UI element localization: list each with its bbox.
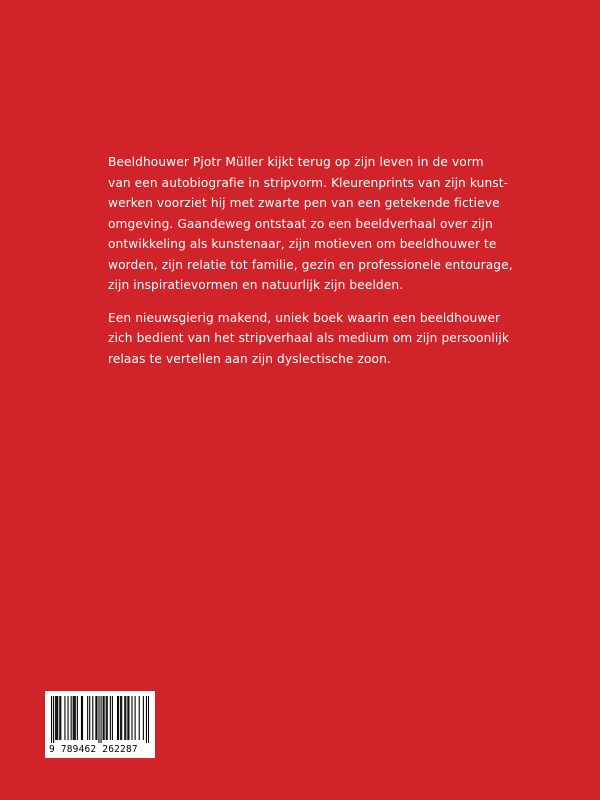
- barcode-bar: [127, 696, 128, 740]
- barcode-bar: [146, 696, 147, 743]
- barcode-bar: [87, 696, 88, 740]
- barcode-bar: [124, 696, 125, 740]
- barcode-bar: [73, 696, 74, 740]
- barcode-bar: [121, 696, 122, 740]
- barcode-bar: [89, 696, 90, 740]
- barcode-bars: [51, 696, 149, 743]
- barcode-bar: [110, 696, 111, 740]
- blurb-paragraph-2: [108, 308, 528, 370]
- barcode-bar: [82, 696, 83, 740]
- barcode-bar: [75, 696, 76, 740]
- barcode-bar: [68, 696, 69, 740]
- barcode-bar: [59, 696, 60, 740]
- barcode-bar: [104, 696, 105, 740]
- barcode-bar: [148, 696, 149, 743]
- barcode-bar: [53, 696, 54, 743]
- barcode-bar: [131, 696, 132, 740]
- isbn-number: 9 789462 262287: [49, 744, 138, 755]
- barcode-bar: [143, 696, 144, 740]
- barcode-bar: [107, 696, 108, 740]
- blurb-line: relaas te vertellen aan zijn dyslectische zoon.: [108, 351, 391, 366]
- blurb-line: zich bedient van het stripverhaal als medium om zijn persoonlijk: [108, 331, 510, 345]
- barcode-bar: [139, 696, 140, 740]
- blurb-paragraph-1: [108, 152, 528, 296]
- barcode-bar: [98, 696, 99, 743]
- barcode-bar: [92, 696, 93, 740]
- blurb-line: zijn inspiratievormen en natuurlijk zijn beelden.: [108, 278, 404, 292]
- barcode-bar: [135, 696, 136, 740]
- blurb-text: [108, 152, 528, 381]
- isbn-barcode: [45, 691, 155, 758]
- barcode-bar: [120, 696, 121, 740]
- blurb-line: werken voorziet hij met zwarte pen van een getekende fictieve: [108, 196, 500, 210]
- barcode-bar: [117, 696, 118, 740]
- barcode-bar: [74, 696, 75, 740]
- barcode-bar: [57, 696, 58, 740]
- barcode-bar: [64, 696, 65, 740]
- blurb-line: ontwikkeling als kunstenaar, zijn motieven om beeldhouwer te: [108, 237, 497, 251]
- barcode-bar: [101, 696, 102, 743]
- barcode-bar: [125, 696, 126, 740]
- barcode-bar: [112, 696, 113, 740]
- blurb-line: omgeving. Gaandeweg ontstaat zo een beeldverhaal over zijn: [108, 216, 493, 231]
- blurb-line: Een nieuwsgierig makend, uniek boek waarin een beeldhouwer: [108, 310, 501, 325]
- blurb-line: Beeldhouwer Pjotr Müller kijkt terug op zijn leven in de vorm: [108, 155, 484, 169]
- barcode-bar: [56, 696, 57, 740]
- barcode-bar: [96, 696, 97, 740]
- barcode-bar: [60, 696, 61, 740]
- barcode-bar: [81, 696, 82, 740]
- barcode-bar: [55, 696, 56, 740]
- blurb-line: van een autobiografie in stripvorm. Kleurenprints van zijn kunst-: [108, 175, 509, 190]
- barcode-bar: [95, 696, 96, 740]
- barcode-bar: [103, 696, 104, 740]
- barcode-bar: [128, 696, 129, 740]
- blurb-line: worden, zijn relatie tot familie, gezin en professionele entourage,: [108, 257, 513, 272]
- barcode-bar: [51, 696, 52, 743]
- barcode-bar: [71, 696, 72, 740]
- barcode-bar: [106, 696, 107, 740]
- barcode-bar: [77, 696, 78, 740]
- barcode-bar: [118, 696, 119, 740]
